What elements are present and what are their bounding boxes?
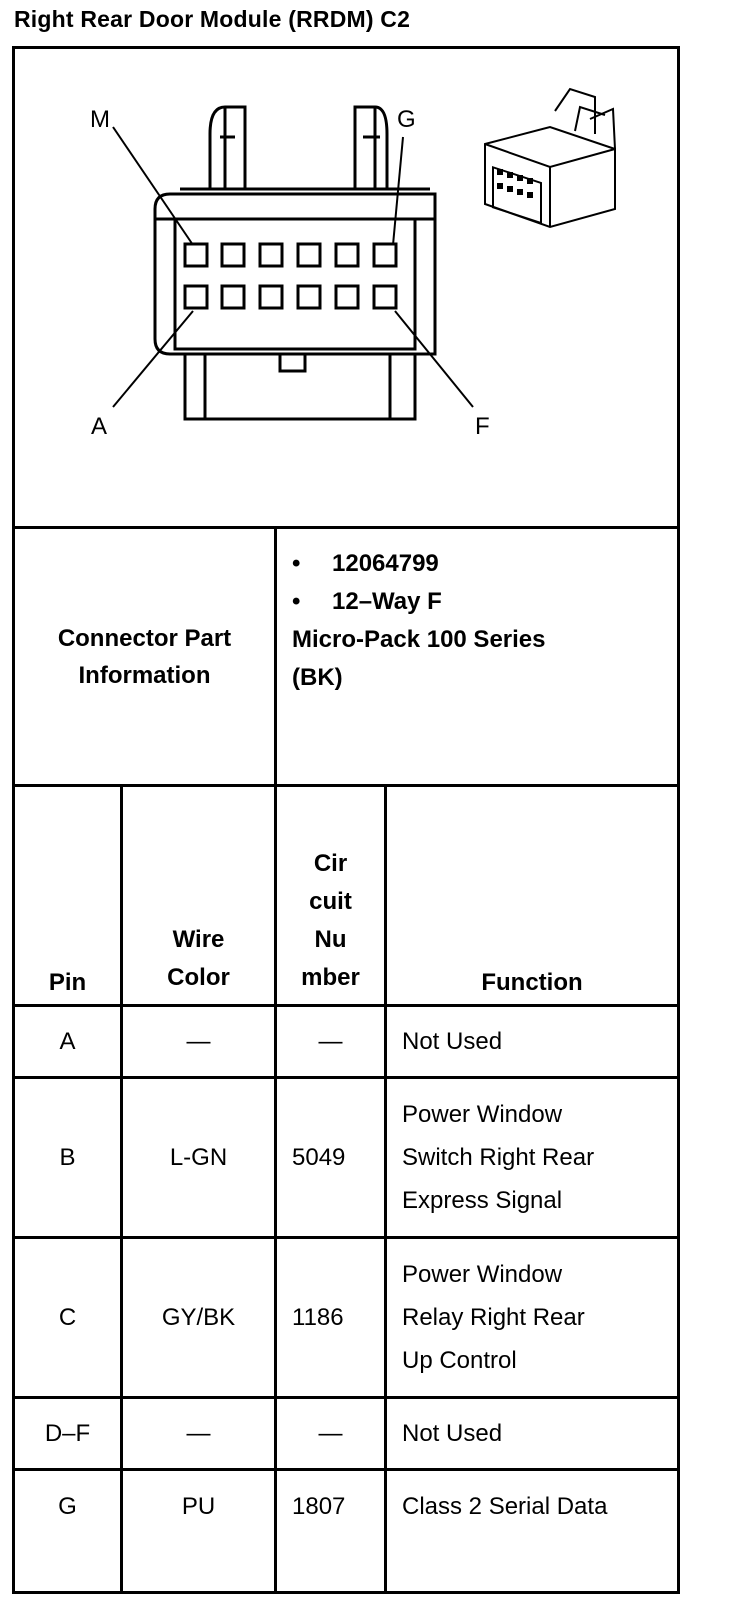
table-row-pin: B <box>59 1143 76 1171</box>
table-row-pin: D–F <box>44 1419 91 1447</box>
table-row-function: Not Used <box>402 1419 503 1447</box>
header-function: Function <box>481 969 583 996</box>
table-row-function: Class 2 Serial Data <box>402 1493 608 1520</box>
table-row-circuit: — <box>318 1419 343 1447</box>
header-circuit-number: Cir cuit Nu mber <box>301 850 360 991</box>
table-row-pin: C <box>58 1303 77 1331</box>
connector-color: (BK) <box>292 664 343 691</box>
connector-diagram <box>15 49 677 527</box>
table-row-function: Power Window Relay Right Rear Up Control <box>402 1261 585 1374</box>
page-title: Right Rear Door Module (RRDM) C2 <box>14 6 411 32</box>
table-row-wire: L-GN <box>169 1143 228 1171</box>
table-row-wire: GY/BK <box>161 1303 236 1331</box>
table-row-circuit: — <box>318 1027 343 1055</box>
header-pin: Pin <box>48 969 87 996</box>
table-row-function: Power Window Switch Right Rear Express Signal <box>402 1101 595 1214</box>
table-row-circuit: 1807 <box>292 1493 346 1520</box>
table-row-pin: G <box>58 1493 77 1520</box>
connector-info-details: • 12064799 • 12–Way F Micro-Pack 100 Series (BK) <box>292 545 672 695</box>
table-row-circuit: 5049 <box>292 1143 346 1171</box>
table-row-function: Not Used <box>402 1027 503 1055</box>
connector-series: Micro-Pack 100 Series <box>292 626 546 653</box>
connector-3d-view <box>485 89 615 227</box>
table-row-circuit: 1186 <box>292 1303 344 1331</box>
pin-label-a: A <box>91 413 108 440</box>
connector-way: 12–Way F <box>332 588 442 615</box>
part-number: 12064799 <box>332 550 439 577</box>
table-row-pin: A <box>59 1027 76 1055</box>
pin-label-m: M <box>90 106 110 133</box>
table-row-wire: PU <box>181 1493 216 1520</box>
table-row-wire: — <box>186 1419 211 1447</box>
table-row-wire: — <box>186 1027 211 1055</box>
connector-info-heading: Connector Part Information <box>57 624 232 689</box>
pin-label-f: F <box>475 413 490 440</box>
pin-label-g: G <box>397 106 416 133</box>
header-wire-color: Wire Color <box>167 926 230 991</box>
